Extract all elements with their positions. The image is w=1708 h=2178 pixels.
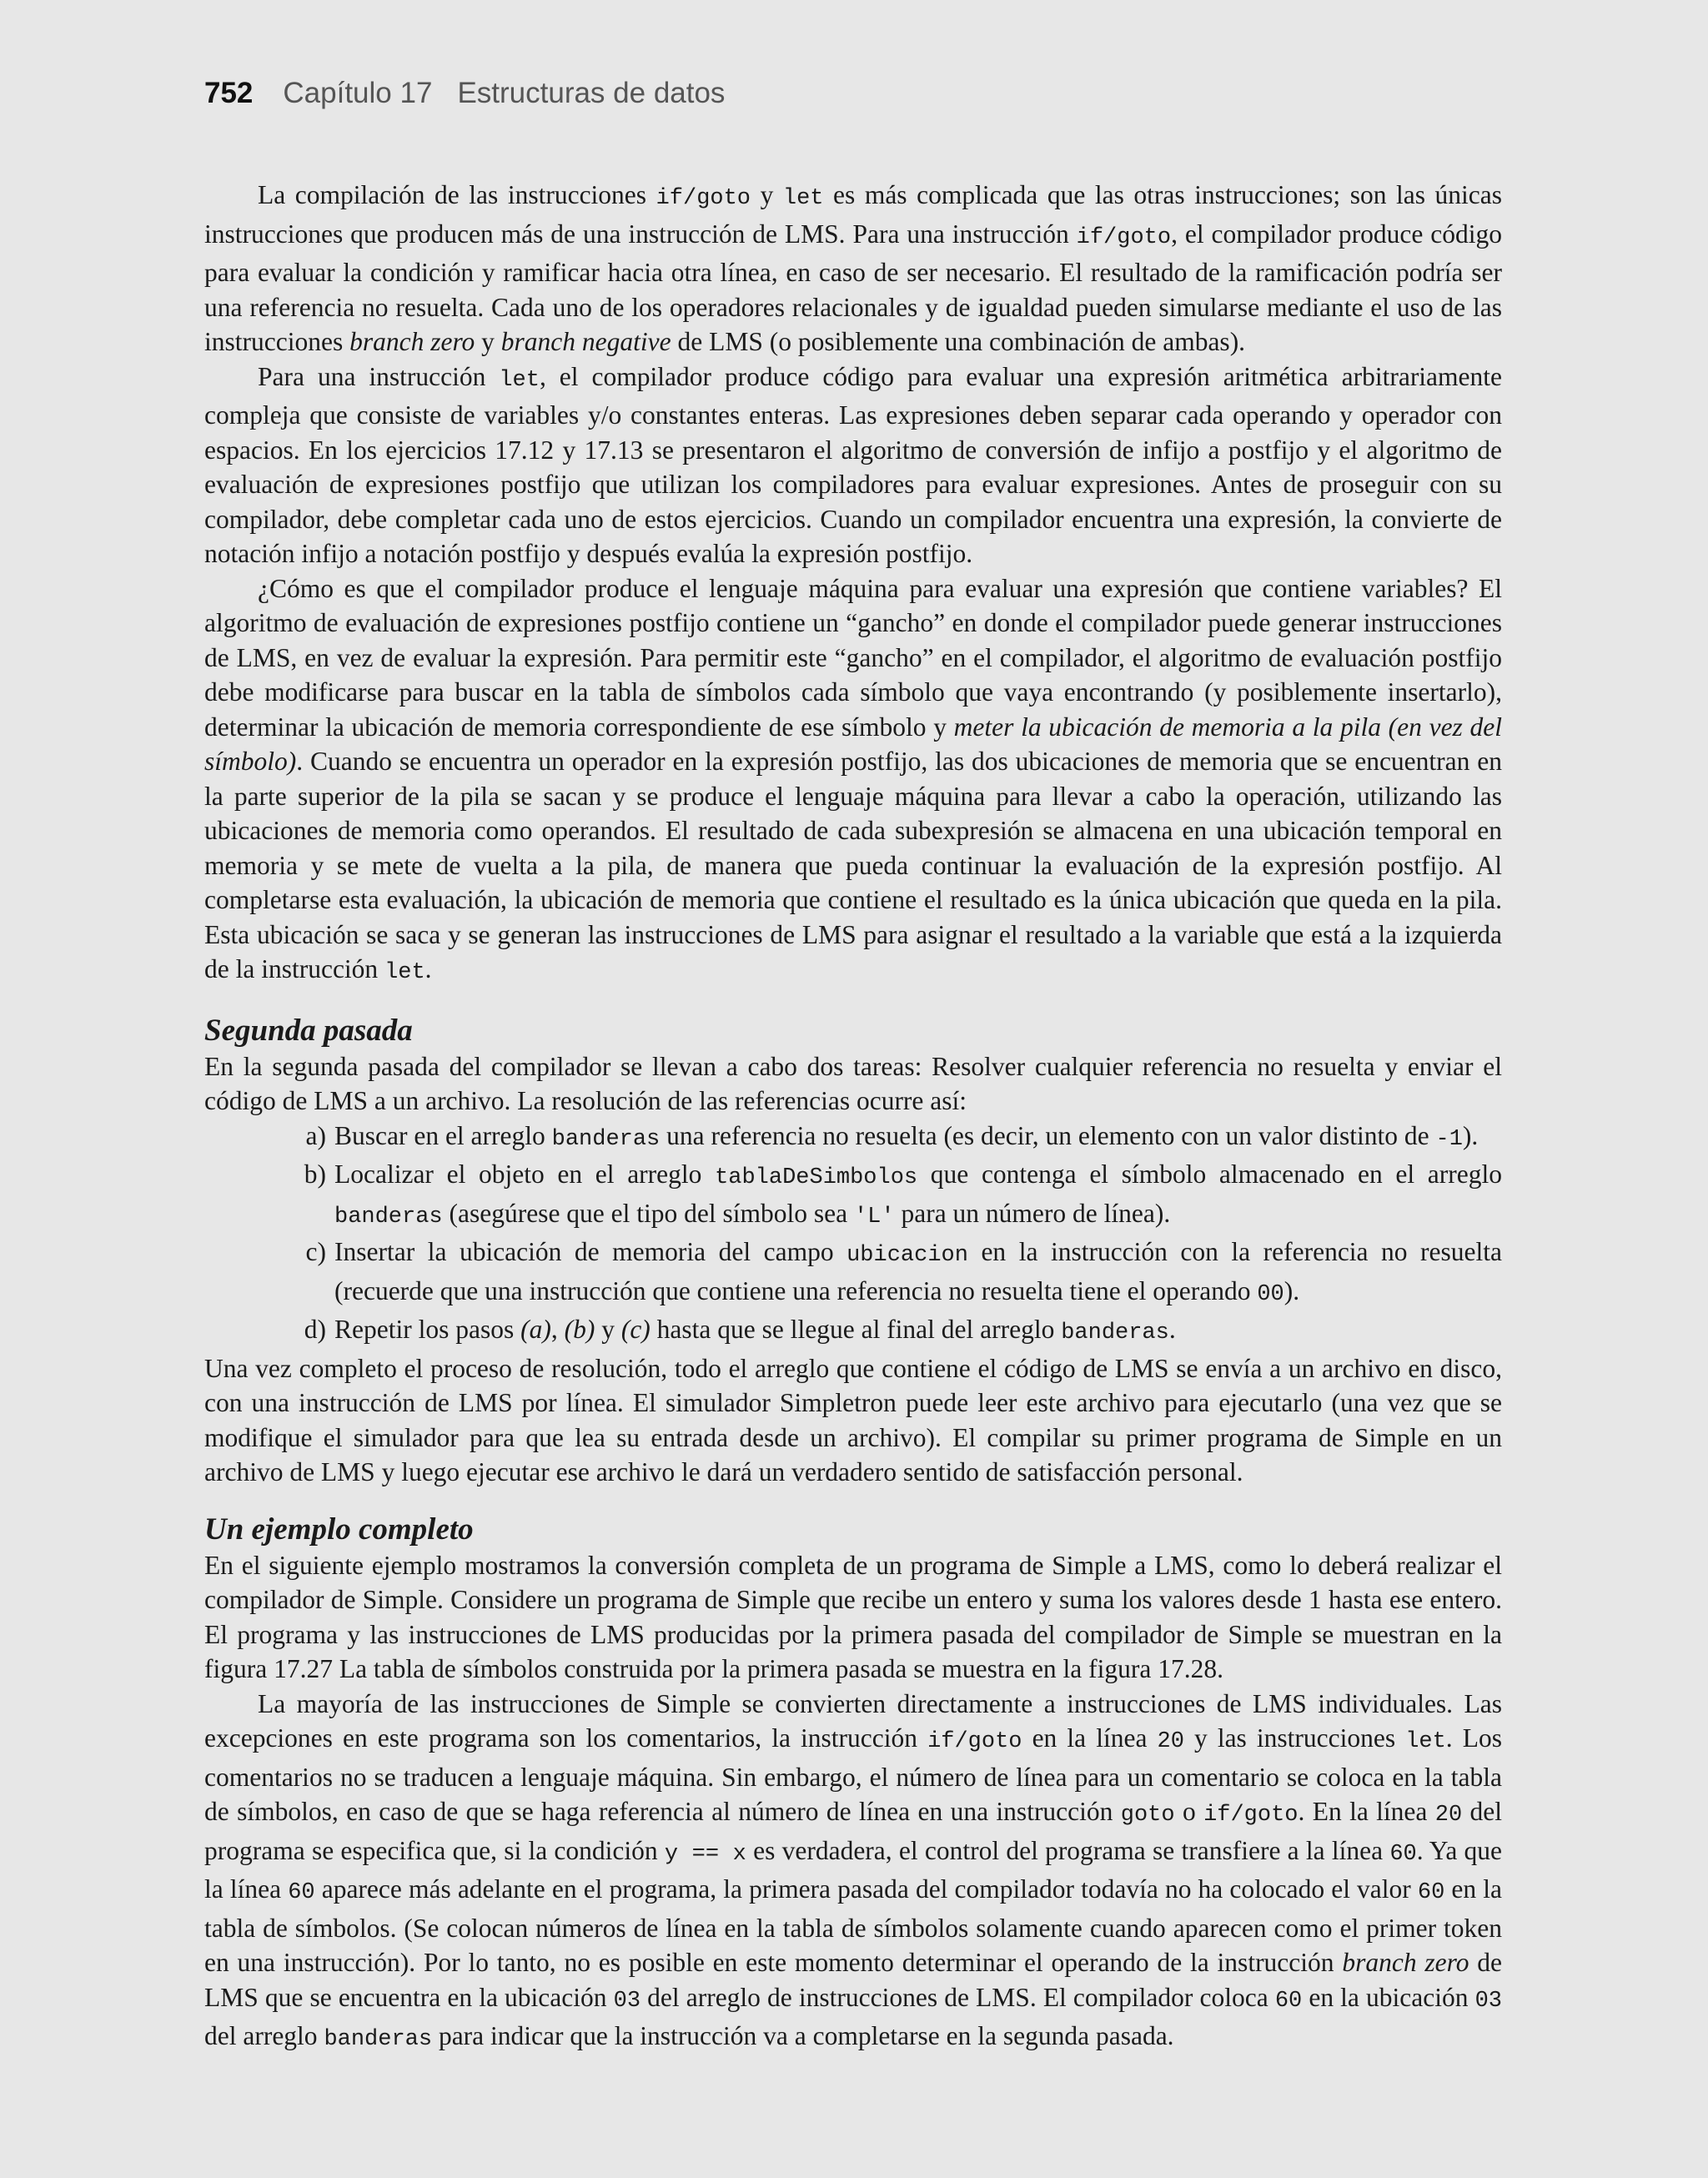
text-run: y xyxy=(475,327,501,356)
code-keyword: if/goto xyxy=(656,186,751,211)
text-run: en la ubicación xyxy=(1302,1982,1475,2012)
text-run: . Cuando se encuentra un operador en la expresión postfijo, las dos ubicaciones de memoria que se encuentran en la parte superior de la pila se sacan y se produce el lenguaje máquina para llevar a cabo la operación, utilizando las ubicaciones de memoria como operandos. El resultado de cada subexpresión se almacena en una ubicación temporal en memoria y se mete de vuelta a la pila, de manera que pueda continuar la evaluación de la expresión postfijo. Al completarse esta evaluación, la ubicación de memoria que contiene el resultado es la única ubicación que queda en la pila. Esta ubicación se saca y se generan las instrucciones de LMS para asignar el resultado a la variable que está a la izquierda de la instrucción xyxy=(204,747,1502,983)
code-keyword: banderas xyxy=(334,1204,443,1230)
code-keyword: let xyxy=(782,186,824,211)
text-run: en la instrucción con la referencia no resuelta (recuerde que una instrucción que contiene una referencia no resuelta tiene el operando xyxy=(334,1237,1503,1305)
code-keyword: 60 xyxy=(288,1880,315,1905)
italic-phrase: meter la ubicación de memoria a la pila (en vez del símbolo) xyxy=(204,712,1502,776)
code-keyword: y == x xyxy=(664,1841,746,1867)
list-item xyxy=(305,1235,1503,1312)
text-run: del arreglo xyxy=(204,2021,324,2050)
chapter-label: Capítulo 17 xyxy=(283,77,433,109)
text-run: . xyxy=(424,954,432,983)
code-keyword: banderas xyxy=(1061,1320,1169,1346)
text-run: Repetir los pasos xyxy=(334,1315,521,1344)
code-keyword: 03 xyxy=(613,1988,641,2014)
code-keyword: if/goto xyxy=(927,1729,1022,1754)
text-run: Insertar la ubicación de memoria del campo xyxy=(334,1237,847,1266)
paragraph-second-pass-closing: Una vez completo el proceso de resolución, todo el arreglo que contiene el código de LMS se envía a un archivo en disco, con una instrucción de LMS por línea. El simulador Simpletron puede leer este archivo para ejecutarlo (una vez que se modifique el simulador para que lea su entrada desde un archivo). El compilar su primer programa de Simple en un archivo de LMS y luego ejecutar ese archivo le dará un verdadero sentido de satisfacción personal. xyxy=(204,1353,1502,1486)
text-run: que contenga el símbolo almacenado en el arreglo xyxy=(917,1159,1502,1189)
code-keyword: tablaDeSimbolos xyxy=(715,1165,918,1190)
text-run: ¿Cómo es que el compilador produce el lenguaje máquina para evaluar una expresión que contiene variables? El algoritmo de evaluación de expresiones postfijo contiene un “gancho” en donde el compilador puede generar instrucciones de LMS, en vez de evaluar la expresión. Para permitir este “gancho” en el compilador, el algoritmo de evaluación postfijo debe modificarse para buscar en la tabla de símbolos cada símbolo que vaya encontrando (y posiblemente insertarlo), determinar la ubicación de memoria correspondiente de ese símbolo y xyxy=(204,573,1502,742)
code-keyword: 00 xyxy=(1257,1281,1284,1307)
code-keyword: if/goto xyxy=(1203,1803,1299,1828)
resolution-steps-list xyxy=(204,1119,1502,1351)
text-run: es más complicada que las otras instrucciones; son las únicas instrucciones que producen más de una instrucción de LMS. Para una instrucción xyxy=(204,180,1503,249)
italic-term: branch zero xyxy=(349,327,475,356)
text-run: en la línea xyxy=(1022,1723,1158,1753)
list-item xyxy=(304,1157,1502,1235)
code-keyword: 'L' xyxy=(853,1204,895,1230)
text-run: aparece más adelante en el programa, la primera pasada del compilador todavía no ha colocado el valor xyxy=(314,1874,1418,1904)
text-run: ). xyxy=(1284,1275,1300,1305)
text-run: hasta que se llegue al final del arreglo xyxy=(650,1315,1062,1344)
text-run: para un número de línea). xyxy=(894,1198,1171,1228)
text-run: o xyxy=(1174,1797,1204,1826)
code-keyword: goto xyxy=(1120,1803,1175,1828)
text-run: . Ya que la línea xyxy=(204,1835,1503,1904)
text-run: en la tabla de símbolos. (Se colocan números de línea en la tabla de símbolos solamente cuando aparecen como el primer token en una instrucción). Por lo tanto, no es posible en este momento determinar el operando de la instrucción xyxy=(204,1874,1503,1977)
code-keyword: 60 xyxy=(1417,1880,1445,1905)
paragraph-simple-to-lms xyxy=(204,1687,1502,2058)
text-run: una referencia no resuelta (es decir, un elemento con un valor distinto de xyxy=(660,1120,1436,1150)
text-run: (asegúrese que el tipo del símbolo sea xyxy=(442,1198,854,1228)
code-keyword: banderas xyxy=(324,2027,433,2052)
list-item xyxy=(305,1119,1502,1158)
paragraph-complete-example-intro: En el siguiente ejemplo mostramos la conversión completa de un programa de Simple a LMS, como lo deberá realizar el compilador de Simple. Considere un programa de Simple que recibe un entero y suma los valores desde 1 hasta ese entero. El programa y las instrucciones de LMS producidas por la primera pasada del compilador de Simple se muestran en la figura 17.27 La tabla de símbolos construida por la primera pasada se muestra en la figura 17.28. xyxy=(204,1550,1502,1683)
italic-term: (a) xyxy=(520,1315,551,1344)
code-keyword: let xyxy=(1405,1729,1446,1754)
chapter-title: Estructuras de datos xyxy=(457,77,726,109)
page-body xyxy=(204,178,1502,2058)
list-marker: b) xyxy=(304,1159,326,1189)
text-run: ). xyxy=(1462,1120,1479,1150)
italic-term: (c) xyxy=(620,1315,651,1344)
text-run: y xyxy=(595,1315,621,1344)
paragraph-postfix-hook xyxy=(204,571,1502,991)
text-run: y las instrucciones xyxy=(1183,1723,1406,1753)
text-run: , el compilador produce código para evaluar una expresión aritmética arbitrariamente compleja que consiste de variables y/o constantes enteras. Las expresiones deben separar cada operando y operador con espacios. En los ejercicios 17.12 y 17.13 se presentaron el algoritmo de conversión de infijo a postfijo y el algoritmo de evaluación de expresiones postfijo que utilizan los compiladores para evaluar expresiones. Antes de proseguir con su compilador, debe completar cada uno de estos ejercicios. Cuando un compilador encuentra una expresión, la convierte de notación infijo a notación postfijo y después evalúa la expresión postfijo. xyxy=(204,361,1503,568)
italic-term: (b) xyxy=(564,1315,595,1344)
text-run: . En la línea xyxy=(1298,1797,1435,1826)
text-run: , xyxy=(550,1315,565,1344)
code-keyword: 60 xyxy=(1389,1841,1417,1867)
code-keyword: let xyxy=(499,367,540,393)
list-marker: d) xyxy=(304,1315,326,1344)
text-run: . Los comentarios no se traducen a lenguaje máquina. Sin embargo, el número de línea para un comentario se coloca en la tabla de símbolos, en caso de que se haga referencia al número de línea en una instrucción xyxy=(204,1723,1503,1826)
code-keyword: let xyxy=(384,960,425,985)
page-number: 752 xyxy=(204,77,254,109)
text-run: . xyxy=(1168,1315,1176,1344)
code-keyword: 20 xyxy=(1157,1729,1184,1754)
italic-term: branch zero xyxy=(1342,1948,1469,1977)
code-keyword: 20 xyxy=(1434,1803,1463,1828)
code-keyword: 60 xyxy=(1274,1988,1303,2014)
code-keyword: banderas xyxy=(551,1126,661,1152)
code-keyword: ubicacion xyxy=(846,1243,968,1268)
text-run: La mayoría de las instrucciones de Simple se convierten directamente a instrucciones de LMS individuales. Las excepciones en este programa son los comentarios, la instrucción xyxy=(204,1688,1502,1753)
text-run: de LMS (o posiblemente una combinación de ambas). xyxy=(671,327,1246,356)
text-run: La compilación de las instrucciones xyxy=(258,180,656,209)
text-run: para indicar que la instrucción va a completarse en la segunda pasada. xyxy=(432,2021,1174,2050)
italic-term: branch negative xyxy=(500,327,671,356)
paragraph-compilation-if-goto-let xyxy=(204,178,1502,360)
code-keyword: if/goto xyxy=(1076,224,1172,250)
text-run: , el compilador produce código para evaluar la condición y ramificar hacia otra línea, en caso de ser necesario. El resultado de la ramificación podría ser una referencia no resuelta. Cada uno de los operadores relacionales y de igualdad pueden simularse mediante el uso de las instrucciones xyxy=(204,219,1502,356)
text-run: Localizar el objeto en el arreglo xyxy=(334,1159,716,1189)
text-run: es verdadera, el control del programa se transfiere a la línea xyxy=(746,1835,1390,1865)
paragraph-let-instruction xyxy=(204,360,1502,571)
text-run: Para una instrucción xyxy=(258,361,500,391)
text-run: Buscar en el arreglo xyxy=(334,1120,552,1150)
list-marker: c) xyxy=(305,1237,326,1266)
paragraph-second-pass-intro: En la segunda pasada del compilador se llevan a cabo dos tareas: Resolver cualquier referencia no resuelta y enviar el código de LMS a un archivo. La resolución de las referencias ocurre así: xyxy=(204,1051,1502,1115)
running-header xyxy=(204,77,725,110)
list-marker: a) xyxy=(305,1120,326,1150)
section-heading-complete-example: Un ejemplo completo xyxy=(204,1512,474,1547)
list-item xyxy=(304,1312,1502,1351)
code-keyword: 03 xyxy=(1474,1988,1502,2014)
text-run: del programa se especifica que, si la condición xyxy=(204,1797,1503,1865)
text-run: de LMS que se encuentra en la ubicación xyxy=(204,1948,1502,2012)
section-heading-second-pass: Segunda pasada xyxy=(204,1013,413,1048)
text-run: y xyxy=(751,180,783,209)
text-run: del arreglo de instrucciones de LMS. El compilador coloca xyxy=(640,1982,1275,2012)
code-keyword: -1 xyxy=(1435,1126,1463,1152)
